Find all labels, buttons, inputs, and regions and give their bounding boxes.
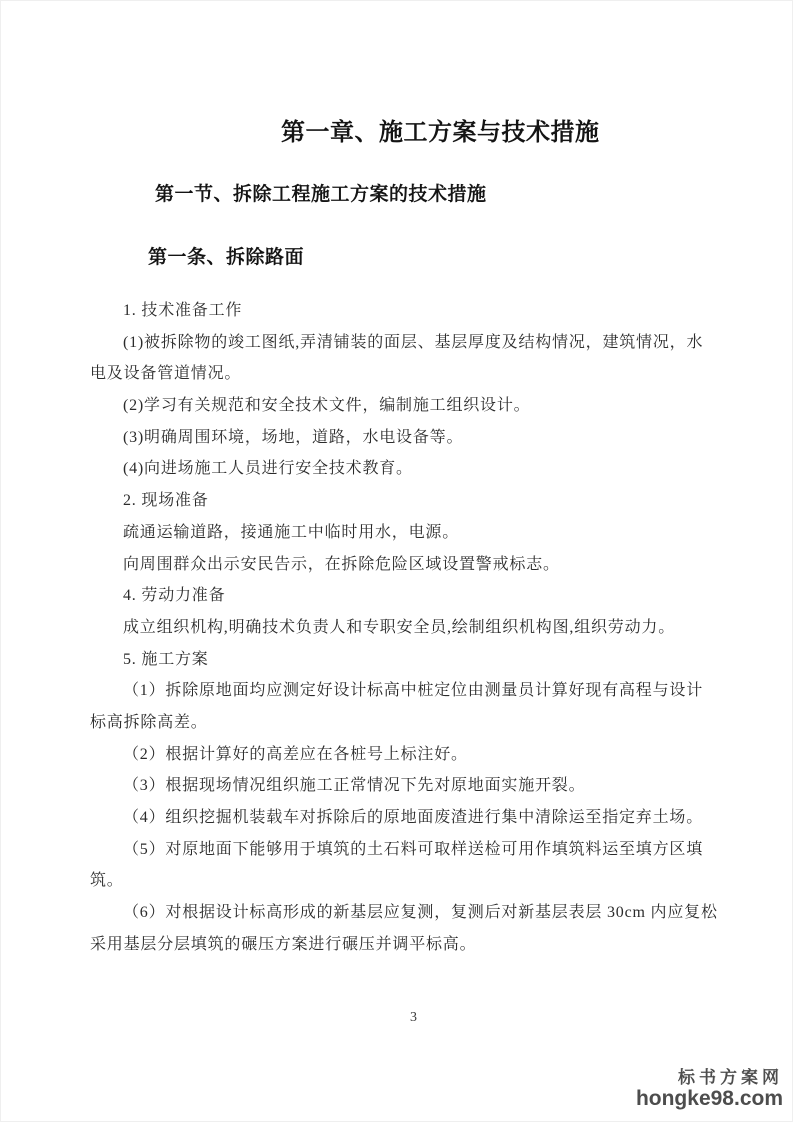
body-line: 2. 现场准备 bbox=[123, 492, 209, 510]
body-line: (1)被拆除物的竣工图纸,弄清铺装的面层、基层厚度及结构情况，建筑情况，水 bbox=[123, 333, 704, 351]
body-line: 向周围群众出示安民告示，在拆除危险区域设置警戒标志。 bbox=[123, 555, 560, 573]
watermark-site-url: hongke98.com bbox=[635, 1087, 783, 1111]
body-line: 疏通运输道路，接通施工中临时用水，电源。 bbox=[123, 523, 460, 541]
body-line: 4. 劳动力准备 bbox=[123, 587, 226, 605]
page-number: 3 bbox=[410, 1010, 417, 1025]
body-text bbox=[90, 295, 730, 960]
body-line: (2)学习有关规范和安全技术文件，编制施工组织设计。 bbox=[123, 397, 531, 415]
body-line: 标高拆除高差。 bbox=[90, 713, 208, 731]
body-line: 1. 技术准备工作 bbox=[123, 302, 243, 319]
body-line: 采用基层分层填筑的碾压方案进行碾压并调平标高。 bbox=[90, 935, 477, 953]
body-line: 成立组织机构,明确技术负责人和专职安全员,绘制组织机构图,组织劳动力。 bbox=[123, 618, 676, 636]
body-line: （6）对根据设计标高形成的新基层应复测，复测后对新基层表层 30cm 内应复松 bbox=[123, 904, 718, 922]
body-line: 5. 施工方案 bbox=[123, 650, 209, 668]
chapter-title: 第一章、施工方案与技术措施 bbox=[281, 119, 600, 146]
body-line: （3）根据现场情况组织施工正常情况下先对原地面实施开裂。 bbox=[123, 777, 586, 795]
section-heading: 第一节、拆除工程施工方案的技术措施 bbox=[155, 184, 487, 205]
body-line: 筑。 bbox=[90, 872, 124, 890]
body-line: (3)明确周围环境，场地，道路，水电设备等。 bbox=[123, 428, 464, 446]
watermark bbox=[636, 1067, 783, 1109]
body-line: 电及设备管道情况。 bbox=[90, 365, 242, 383]
body-line: （5）对原地面下能够用于填筑的土石料可取样送检可用作填筑料运至填方区填 bbox=[123, 840, 704, 858]
body-line: （2）根据计算好的高差应在各桩号上标注好。 bbox=[123, 745, 468, 763]
article-heading: 第一条、拆除路面 bbox=[148, 247, 305, 268]
watermark-site-name: 标书方案网 bbox=[678, 1068, 783, 1087]
body-line: （1）拆除原地面均应测定好设计标高中桩定位由测量员计算好现有高程与设计 bbox=[123, 682, 704, 700]
body-line: (4)向进场施工人员进行安全技术教育。 bbox=[123, 460, 413, 478]
body-line: （4）组织挖掘机装载车对拆除后的原地面废渣进行集中清除运至指定弃土场。 bbox=[123, 809, 704, 826]
